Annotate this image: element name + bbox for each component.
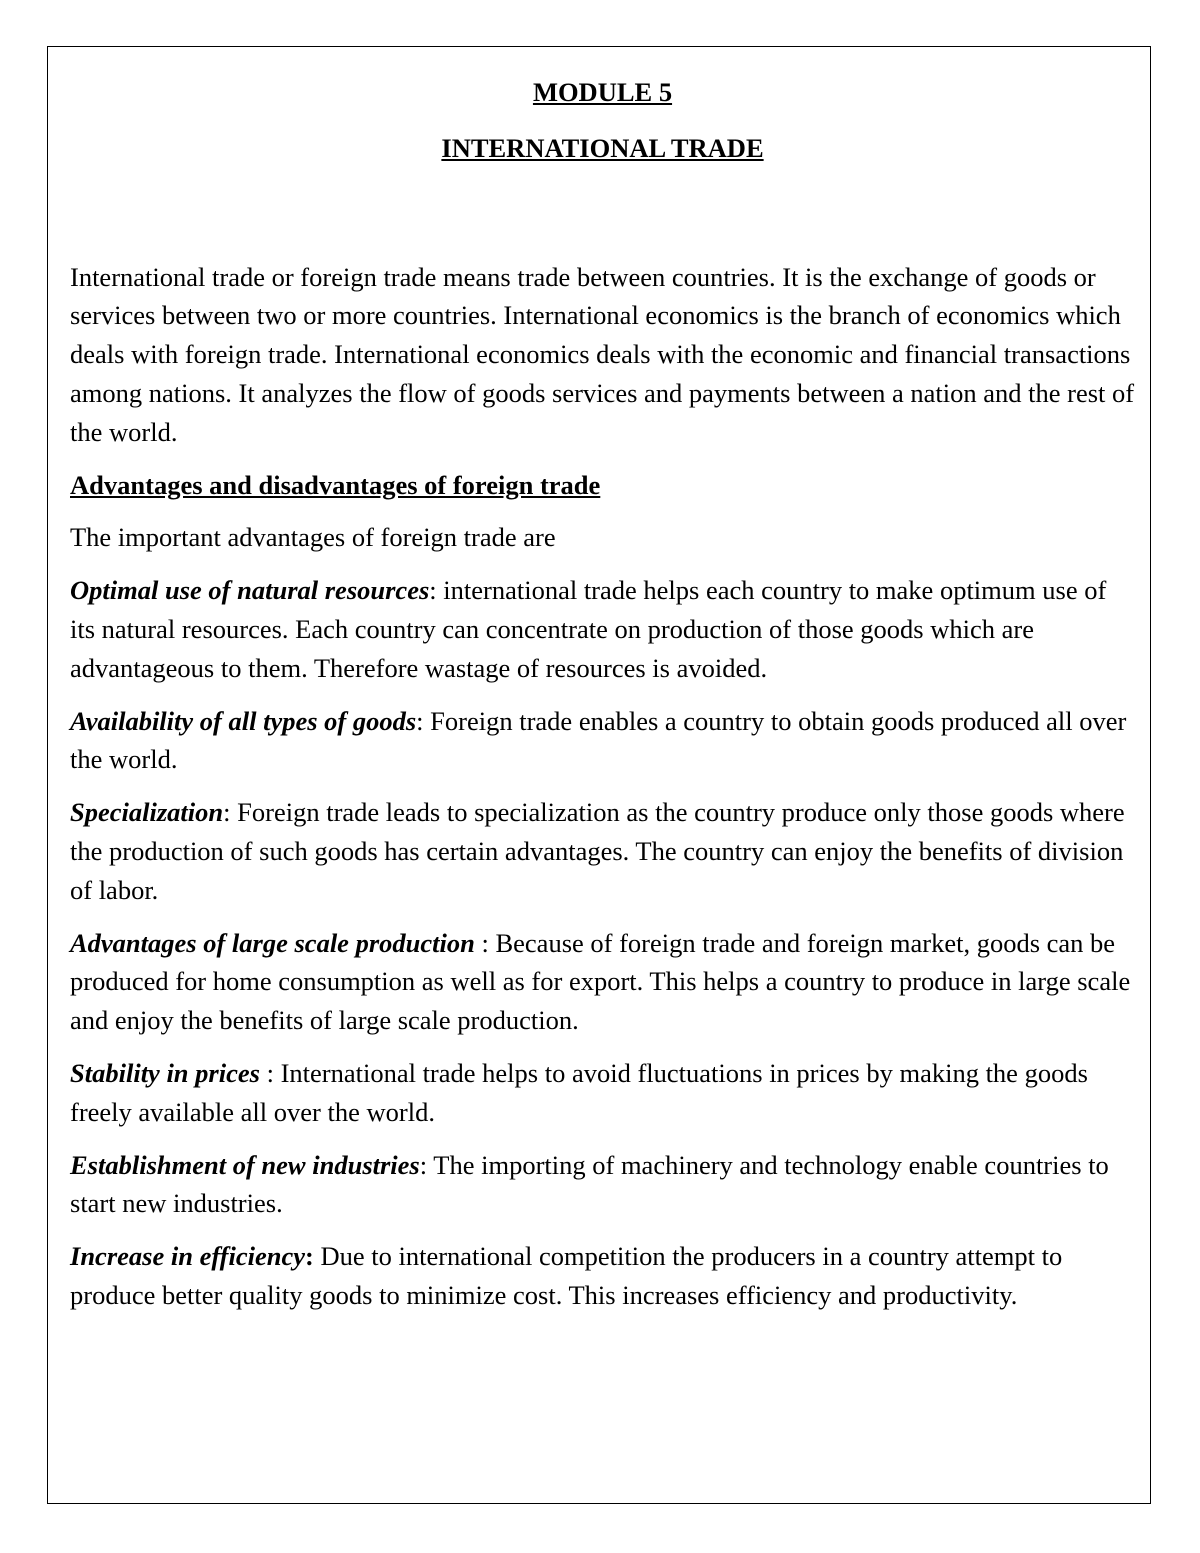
advantage-text: Due to international competition the producers in a country attempt to produce better quality goods to minimize cost. This increases efficiency and productivity. <box>70 1241 1063 1310</box>
advantage-separator: : <box>416 705 431 736</box>
advantage-term: Increase in efficiency <box>70 1241 306 1272</box>
advantage-term: Stability in prices <box>70 1057 260 1088</box>
advantage-separator: : <box>223 797 238 828</box>
advantage-text: Foreign trade enables a country to obtain goods produced all over the world. <box>70 705 1127 775</box>
advantage-separator: : <box>259 1057 281 1088</box>
advantage-term: Specialization <box>70 797 224 828</box>
advantage-text: international trade helps each country to make optimum use of its natural resources. Each country can concentrate on production of those goods which are advantageous to them. Therefore wastage of resources is avoided. <box>70 575 1107 683</box>
advantage-term: Availability of all types of goods <box>70 705 417 736</box>
advantage-item <box>70 702 1135 780</box>
advantage-term: Advantages of large scale production <box>70 927 475 958</box>
advantage-term: Establishment of new industries <box>70 1149 420 1180</box>
advantage-item <box>70 924 1135 1040</box>
advantage-item <box>70 793 1135 909</box>
advantage-item <box>70 1054 1135 1132</box>
section-heading: Advantages and disadvantages of foreign trade <box>70 469 601 500</box>
advantage-text: Foreign trade leads to specialization as the country produce only those goods where the production of such goods has certain advantages. The country can enjoy the benefits of division of labor. <box>70 797 1125 905</box>
advantage-separator: : <box>474 927 496 958</box>
advantage-text: The importing of machinery and technology enable countries to start new industries. <box>70 1149 1109 1219</box>
advantage-item <box>70 571 1135 687</box>
advantage-item <box>70 1146 1135 1224</box>
document-body <box>70 70 1135 1315</box>
topic-title: INTERNATIONAL TRADE <box>441 132 764 163</box>
advantage-text: International trade helps to avoid fluctuations in prices by making the goods freely available all over the world. <box>70 1057 1088 1127</box>
advantage-separator: : <box>429 575 444 606</box>
advantage-text: Because of foreign trade and foreign market, goods can be produced for home consumption as well as for export. This helps a country to produce in large scale and enjoy the benefits of large scale production. <box>70 927 1131 1036</box>
advantage-item <box>70 1237 1135 1315</box>
advantage-term: Optimal use of natural resources <box>70 575 430 606</box>
module-title: MODULE 5 <box>532 77 673 107</box>
intro-paragraph: International trade or foreign trade means trade between countries. It is the exchange of goods or services between two or more countries. International economics is the branch of economics which deals with foreign trade. International economics deals with the economic and financial transactions among nations. It analyzes the flow of goods services and payments between a nation and the rest of the world. <box>70 261 1135 447</box>
section-lead: The important advantages of foreign trade are <box>70 522 556 553</box>
advantage-separator: : <box>419 1149 434 1180</box>
advantage-separator: : <box>305 1241 321 1272</box>
